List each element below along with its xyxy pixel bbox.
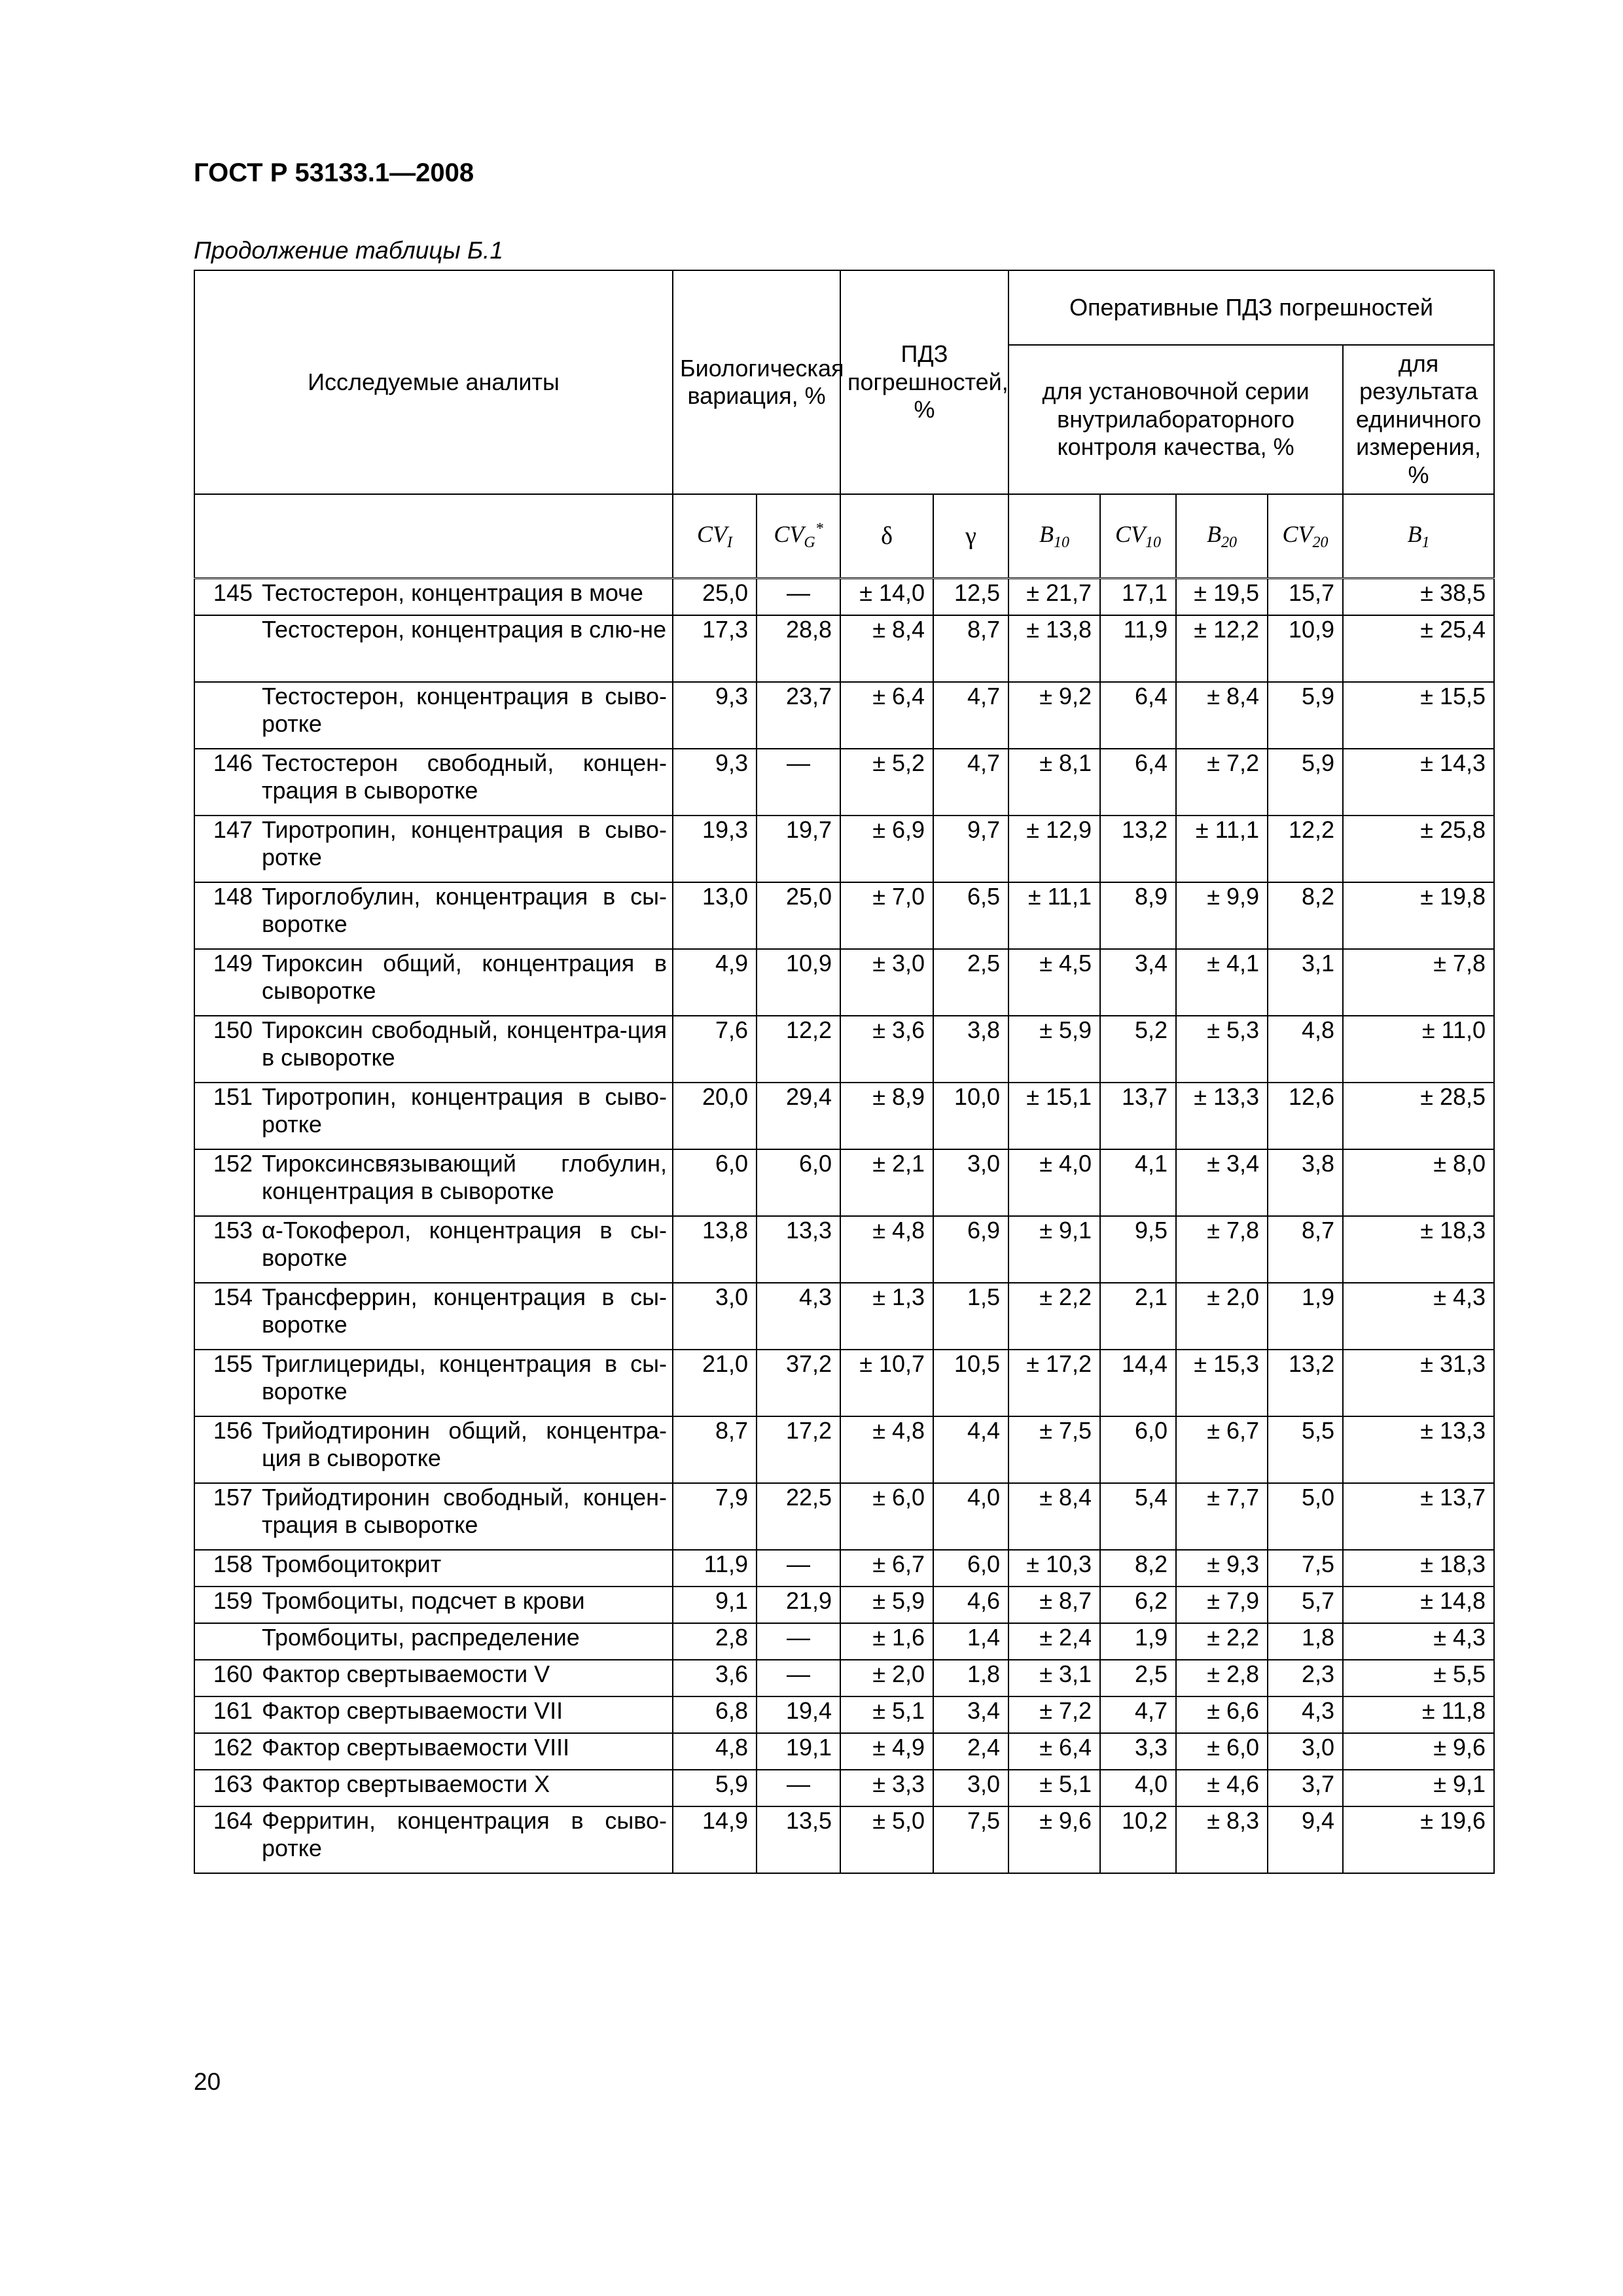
cell-cvi: 7,9: [673, 1483, 757, 1550]
cell-cvi: 25,0: [673, 579, 757, 616]
cell-gamma: 8,7: [933, 615, 1008, 682]
header-cv20: $CV_{20}$: [1268, 494, 1343, 579]
cell-b20: ± 11,1: [1176, 816, 1268, 882]
cell-b1: ± 9,6: [1343, 1733, 1494, 1770]
header-empty: [194, 494, 673, 579]
row-number: 163: [194, 1770, 257, 1806]
cell-cvg: 12,2: [757, 1016, 840, 1083]
cell-delta: ± 10,7: [840, 1350, 933, 1416]
cell-cv20: 5,5: [1268, 1416, 1343, 1483]
analyte-name: Трийодтиронин свободный, концен-трация в сыворотке: [257, 1483, 673, 1550]
analyte-name: Триглицериды, концентрация в сы-воротке: [257, 1350, 673, 1416]
cell-cv20: 9,4: [1268, 1806, 1343, 1873]
cell-gamma: 4,7: [933, 749, 1008, 816]
header-cv10: $CV_{10}$: [1100, 494, 1176, 579]
row-number: [194, 1623, 257, 1660]
cell-cv20: 4,8: [1268, 1016, 1343, 1083]
row-number: 148: [194, 882, 257, 949]
cell-delta: ± 8,4: [840, 615, 933, 682]
cell-cvg: 19,4: [757, 1696, 840, 1733]
cell-b20: ± 7,7: [1176, 1483, 1268, 1550]
table-row: [194, 1623, 1494, 1660]
header-single-result: для результата единичного измерения, %: [1343, 345, 1494, 494]
cell-cv10: 2,5: [1100, 1660, 1176, 1696]
table-row: [194, 1283, 1494, 1350]
row-number: 158: [194, 1550, 257, 1587]
cell-b20: ± 2,8: [1176, 1660, 1268, 1696]
cell-cv20: 2,3: [1268, 1660, 1343, 1696]
row-number: 149: [194, 949, 257, 1016]
header-b10: $B_{10}$: [1008, 494, 1100, 579]
cell-delta: ± 2,1: [840, 1149, 933, 1216]
table-row: [194, 1770, 1494, 1806]
cell-b1: ± 11,8: [1343, 1696, 1494, 1733]
table-row: [194, 1416, 1494, 1483]
table-row: [194, 682, 1494, 749]
cell-cvg: 21,9: [757, 1587, 840, 1623]
cell-b1: ± 15,5: [1343, 682, 1494, 749]
cell-gamma: 4,7: [933, 682, 1008, 749]
cell-b20: ± 19,5: [1176, 579, 1268, 616]
cell-cvi: 11,9: [673, 1550, 757, 1587]
cell-gamma: 3,0: [933, 1770, 1008, 1806]
cell-cv10: 4,7: [1100, 1696, 1176, 1733]
cell-cvg: —: [757, 579, 840, 616]
row-number: 154: [194, 1283, 257, 1350]
cell-delta: ± 1,6: [840, 1623, 933, 1660]
row-number: 151: [194, 1083, 257, 1149]
row-number: [194, 682, 257, 749]
cell-cvi: 3,0: [673, 1283, 757, 1350]
cell-delta: ± 8,9: [840, 1083, 933, 1149]
cell-b1: ± 13,7: [1343, 1483, 1494, 1550]
cell-b10: ± 9,6: [1008, 1806, 1100, 1873]
row-number: [194, 615, 257, 682]
cell-b20: ± 6,6: [1176, 1696, 1268, 1733]
cell-cvg: 19,7: [757, 816, 840, 882]
data-table: [194, 270, 1495, 1874]
cell-b1: ± 9,1: [1343, 1770, 1494, 1806]
analyte-name: α-Токоферол, концентрация в сы-воротке: [257, 1216, 673, 1283]
cell-cvi: 7,6: [673, 1016, 757, 1083]
cell-cvi: 9,3: [673, 749, 757, 816]
cell-cvi: 6,8: [673, 1696, 757, 1733]
cell-b1: ± 13,3: [1343, 1416, 1494, 1483]
row-number: 153: [194, 1216, 257, 1283]
cell-delta: ± 3,3: [840, 1770, 933, 1806]
cell-b20: ± 9,9: [1176, 882, 1268, 949]
row-number: 147: [194, 816, 257, 882]
cell-delta: ± 4,8: [840, 1416, 933, 1483]
cell-gamma: 3,8: [933, 1016, 1008, 1083]
cell-b1: ± 18,3: [1343, 1216, 1494, 1283]
cell-b10: ± 9,1: [1008, 1216, 1100, 1283]
table-row: [194, 1696, 1494, 1733]
cell-cvg: 10,9: [757, 949, 840, 1016]
table-row: [194, 882, 1494, 949]
header-setup-series: для установочной серии внутрилабораторного контроля качества, %: [1008, 345, 1343, 494]
analyte-name: Тироксинсвязывающий глобулин, концентрация в сыворотке: [257, 1149, 673, 1216]
cell-gamma: 4,0: [933, 1483, 1008, 1550]
cell-cv20: 3,0: [1268, 1733, 1343, 1770]
cell-delta: ± 4,8: [840, 1216, 933, 1283]
cell-b20: ± 12,2: [1176, 615, 1268, 682]
cell-cv20: 13,2: [1268, 1350, 1343, 1416]
cell-delta: ± 6,7: [840, 1550, 933, 1587]
header-operative: Оперативные ПДЗ погрешностей: [1008, 270, 1494, 345]
cell-cv10: 6,0: [1100, 1416, 1176, 1483]
table-row: [194, 579, 1494, 616]
cell-b1: ± 4,3: [1343, 1623, 1494, 1660]
cell-cv10: 6,4: [1100, 682, 1176, 749]
cell-cv20: 12,6: [1268, 1083, 1343, 1149]
cell-gamma: 2,4: [933, 1733, 1008, 1770]
cell-b10: ± 5,1: [1008, 1770, 1100, 1806]
cell-delta: ± 4,9: [840, 1733, 933, 1770]
cell-gamma: 10,0: [933, 1083, 1008, 1149]
cell-delta: ± 3,6: [840, 1016, 933, 1083]
cell-b20: ± 3,4: [1176, 1149, 1268, 1216]
cell-b10: ± 9,2: [1008, 682, 1100, 749]
analyte-name: Тестостерон свободный, концен-трация в сыворотке: [257, 749, 673, 816]
table-row: [194, 615, 1494, 682]
cell-delta: ± 7,0: [840, 882, 933, 949]
cell-b10: ± 5,9: [1008, 1016, 1100, 1083]
cell-cvi: 13,8: [673, 1216, 757, 1283]
cell-b10: ± 12,9: [1008, 816, 1100, 882]
row-number: 150: [194, 1016, 257, 1083]
cell-b1: ± 25,8: [1343, 816, 1494, 882]
cell-cv10: 10,2: [1100, 1806, 1176, 1873]
cell-b20: ± 5,3: [1176, 1016, 1268, 1083]
cell-b20: ± 4,6: [1176, 1770, 1268, 1806]
cell-b20: ± 15,3: [1176, 1350, 1268, 1416]
cell-cv20: 1,9: [1268, 1283, 1343, 1350]
cell-cv20: 3,8: [1268, 1149, 1343, 1216]
header-analytes: Исследуемые аналиты: [194, 270, 673, 494]
table-row: [194, 1806, 1494, 1873]
cell-cv20: 15,7: [1268, 579, 1343, 616]
cell-b10: ± 3,1: [1008, 1660, 1100, 1696]
cell-cv20: 5,7: [1268, 1587, 1343, 1623]
row-number: 160: [194, 1660, 257, 1696]
cell-cv10: 13,7: [1100, 1083, 1176, 1149]
cell-gamma: 3,0: [933, 1149, 1008, 1216]
cell-b10: ± 4,5: [1008, 949, 1100, 1016]
analyte-name: Тироксин свободный, концентра-ция в сыворотке: [257, 1016, 673, 1083]
cell-b1: ± 8,0: [1343, 1149, 1494, 1216]
cell-cvg: 6,0: [757, 1149, 840, 1216]
cell-gamma: 7,5: [933, 1806, 1008, 1873]
cell-cv20: 8,2: [1268, 882, 1343, 949]
analyte-name: Тромбоциты, распределение: [257, 1623, 673, 1660]
cell-cv10: 5,4: [1100, 1483, 1176, 1550]
cell-b20: ± 7,2: [1176, 749, 1268, 816]
cell-b1: ± 7,8: [1343, 949, 1494, 1016]
cell-cv20: 12,2: [1268, 816, 1343, 882]
analyte-name: Тестостерон, концентрация в слю-не: [257, 615, 673, 682]
cell-b10: ± 21,7: [1008, 579, 1100, 616]
cell-b20: ± 2,0: [1176, 1283, 1268, 1350]
cell-b10: ± 13,8: [1008, 615, 1100, 682]
table-body: [194, 579, 1494, 1874]
cell-cv20: 3,7: [1268, 1770, 1343, 1806]
analyte-name: Трийодтиронин общий, концентра-ция в сыворотке: [257, 1416, 673, 1483]
header-cvi: $CV_I$: [673, 494, 757, 579]
cell-cv20: 5,0: [1268, 1483, 1343, 1550]
header-b20: $B_{20}$: [1176, 494, 1268, 579]
analyte-name: Тестостерон, концентрация в сыво-ротке: [257, 682, 673, 749]
cell-cvi: 13,0: [673, 882, 757, 949]
cell-cv20: 5,9: [1268, 682, 1343, 749]
row-number: 157: [194, 1483, 257, 1550]
cell-b1: ± 4,3: [1343, 1283, 1494, 1350]
cell-cv10: 8,9: [1100, 882, 1176, 949]
cell-gamma: 3,4: [933, 1696, 1008, 1733]
cell-b20: ± 6,0: [1176, 1733, 1268, 1770]
analyte-name: Тромбоциты, подсчет в крови: [257, 1587, 673, 1623]
cell-cv20: 5,9: [1268, 749, 1343, 816]
table-row: [194, 1216, 1494, 1283]
cell-cvg: 22,5: [757, 1483, 840, 1550]
cell-gamma: 6,0: [933, 1550, 1008, 1587]
cell-b1: ± 11,0: [1343, 1016, 1494, 1083]
cell-cv20: 3,1: [1268, 949, 1343, 1016]
cell-b1: ± 25,4: [1343, 615, 1494, 682]
table-row: [194, 1660, 1494, 1696]
cell-gamma: 12,5: [933, 579, 1008, 616]
cell-cvi: 17,3: [673, 615, 757, 682]
cell-b10: ± 7,2: [1008, 1696, 1100, 1733]
cell-cv10: 14,4: [1100, 1350, 1176, 1416]
cell-b10: ± 4,0: [1008, 1149, 1100, 1216]
cell-cvg: 13,5: [757, 1806, 840, 1873]
row-number: 152: [194, 1149, 257, 1216]
cell-b10: ± 2,2: [1008, 1283, 1100, 1350]
cell-delta: ± 2,0: [840, 1660, 933, 1696]
cell-b1: ± 28,5: [1343, 1083, 1494, 1149]
cell-cv20: 10,9: [1268, 615, 1343, 682]
cell-cvg: —: [757, 749, 840, 816]
analyte-name: Трансферрин, концентрация в сы-воротке: [257, 1283, 673, 1350]
document-header: ГОСТ Р 53133.1—2008: [194, 158, 474, 187]
cell-delta: ± 6,9: [840, 816, 933, 882]
cell-cv10: 17,1: [1100, 579, 1176, 616]
cell-gamma: 6,5: [933, 882, 1008, 949]
cell-cv10: 6,4: [1100, 749, 1176, 816]
cell-cv10: 2,1: [1100, 1283, 1176, 1350]
cell-cvg: —: [757, 1623, 840, 1660]
cell-b1: ± 14,8: [1343, 1587, 1494, 1623]
cell-gamma: 1,8: [933, 1660, 1008, 1696]
cell-cvg: 23,7: [757, 682, 840, 749]
cell-cvg: —: [757, 1770, 840, 1806]
table-row: [194, 949, 1494, 1016]
analyte-name: Тромбоцитокрит: [257, 1550, 673, 1587]
cell-b20: ± 2,2: [1176, 1623, 1268, 1660]
cell-b10: ± 8,1: [1008, 749, 1100, 816]
cell-cvi: 6,0: [673, 1149, 757, 1216]
cell-cvi: 14,9: [673, 1806, 757, 1873]
cell-cv10: 11,9: [1100, 615, 1176, 682]
cell-cvi: 5,9: [673, 1770, 757, 1806]
cell-gamma: 4,4: [933, 1416, 1008, 1483]
analyte-name: Тиротропин, концентрация в сыво-ротке: [257, 816, 673, 882]
cell-gamma: 1,4: [933, 1623, 1008, 1660]
row-number: 159: [194, 1587, 257, 1623]
cell-gamma: 9,7: [933, 816, 1008, 882]
analyte-name: Фактор свертываемости V: [257, 1660, 673, 1696]
cell-b10: ± 15,1: [1008, 1083, 1100, 1149]
cell-cvg: 17,2: [757, 1416, 840, 1483]
cell-cvi: 2,8: [673, 1623, 757, 1660]
cell-b20: ± 7,9: [1176, 1587, 1268, 1623]
cell-cvg: 4,3: [757, 1283, 840, 1350]
cell-cvi: 3,6: [673, 1660, 757, 1696]
cell-b20: ± 13,3: [1176, 1083, 1268, 1149]
table-row: [194, 749, 1494, 816]
cell-b1: ± 19,8: [1343, 882, 1494, 949]
cell-b1: ± 18,3: [1343, 1550, 1494, 1587]
cell-cv10: 4,0: [1100, 1770, 1176, 1806]
table-continuation-caption: Продолжение таблицы Б.1: [194, 237, 503, 264]
cell-gamma: 2,5: [933, 949, 1008, 1016]
cell-cvg: 28,8: [757, 615, 840, 682]
cell-cvg: 13,3: [757, 1216, 840, 1283]
cell-cvi: 8,7: [673, 1416, 757, 1483]
cell-cv20: 7,5: [1268, 1550, 1343, 1587]
cell-b10: ± 8,4: [1008, 1483, 1100, 1550]
cell-cvi: 9,3: [673, 682, 757, 749]
cell-cvg: —: [757, 1660, 840, 1696]
cell-cv20: 8,7: [1268, 1216, 1343, 1283]
cell-gamma: 4,6: [933, 1587, 1008, 1623]
cell-cv10: 9,5: [1100, 1216, 1176, 1283]
page-number: 20: [194, 2068, 221, 2095]
cell-gamma: 1,5: [933, 1283, 1008, 1350]
cell-delta: ± 1,3: [840, 1283, 933, 1350]
cell-delta: ± 3,0: [840, 949, 933, 1016]
analyte-name: Тестостерон, концентрация в моче: [257, 579, 673, 616]
cell-cv10: 4,1: [1100, 1149, 1176, 1216]
cell-cvg: 37,2: [757, 1350, 840, 1416]
cell-b1: ± 38,5: [1343, 579, 1494, 616]
cell-b10: ± 17,2: [1008, 1350, 1100, 1416]
cell-cvi: 4,9: [673, 949, 757, 1016]
cell-b20: ± 9,3: [1176, 1550, 1268, 1587]
cell-delta: ± 5,2: [840, 749, 933, 816]
header-cvg: $CV_G^*$: [757, 494, 840, 579]
row-number: 145: [194, 579, 257, 616]
header-pdz-errors: ПДЗ погрешностей, %: [840, 270, 1008, 494]
row-number: 162: [194, 1733, 257, 1770]
cell-cv10: 3,3: [1100, 1733, 1176, 1770]
cell-b20: ± 4,1: [1176, 949, 1268, 1016]
table-row: [194, 1350, 1494, 1416]
cell-cvg: 25,0: [757, 882, 840, 949]
cell-cv10: 3,4: [1100, 949, 1176, 1016]
cell-cvi: 4,8: [673, 1733, 757, 1770]
row-number: 156: [194, 1416, 257, 1483]
cell-cv10: 6,2: [1100, 1587, 1176, 1623]
cell-b10: ± 11,1: [1008, 882, 1100, 949]
table-row: [194, 1587, 1494, 1623]
analyte-name: Фактор свертываемости VIII: [257, 1733, 673, 1770]
cell-cvg: 19,1: [757, 1733, 840, 1770]
cell-gamma: 10,5: [933, 1350, 1008, 1416]
cell-b1: ± 31,3: [1343, 1350, 1494, 1416]
analyte-name: Тиротропин, концентрация в сыво-ротке: [257, 1083, 673, 1149]
cell-cv10: 8,2: [1100, 1550, 1176, 1587]
analyte-name: Тироксин общий, концентрация в сыворотке: [257, 949, 673, 1016]
cell-b20: ± 8,3: [1176, 1806, 1268, 1873]
cell-b10: ± 6,4: [1008, 1733, 1100, 1770]
cell-delta: ± 5,1: [840, 1696, 933, 1733]
table-row: [194, 1083, 1494, 1149]
analyte-name: Тироглобулин, концентрация в сы-воротке: [257, 882, 673, 949]
cell-cv10: 5,2: [1100, 1016, 1176, 1083]
cell-cvi: 20,0: [673, 1083, 757, 1149]
table-row: [194, 1016, 1494, 1083]
cell-b1: ± 5,5: [1343, 1660, 1494, 1696]
table-row: [194, 1550, 1494, 1587]
cell-cvg: 29,4: [757, 1083, 840, 1149]
cell-b20: ± 7,8: [1176, 1216, 1268, 1283]
cell-b10: ± 10,3: [1008, 1550, 1100, 1587]
cell-b10: ± 8,7: [1008, 1587, 1100, 1623]
cell-cvi: 19,3: [673, 816, 757, 882]
cell-b1: ± 19,6: [1343, 1806, 1494, 1873]
analyte-name: Фактор свертываемости VII: [257, 1696, 673, 1733]
cell-gamma: 6,9: [933, 1216, 1008, 1283]
header-b1: $B_1$: [1343, 494, 1494, 579]
cell-delta: ± 5,9: [840, 1587, 933, 1623]
cell-cvi: 21,0: [673, 1350, 757, 1416]
table-row: [194, 816, 1494, 882]
table-row: [194, 1733, 1494, 1770]
cell-delta: ± 14,0: [840, 579, 933, 616]
cell-cv10: 13,2: [1100, 816, 1176, 882]
cell-b10: ± 7,5: [1008, 1416, 1100, 1483]
cell-cv10: 1,9: [1100, 1623, 1176, 1660]
cell-cv20: 1,8: [1268, 1623, 1343, 1660]
row-number: 146: [194, 749, 257, 816]
analyte-name: Фактор свертываемости X: [257, 1770, 673, 1806]
cell-delta: ± 5,0: [840, 1806, 933, 1873]
row-number: 161: [194, 1696, 257, 1733]
cell-cvg: —: [757, 1550, 840, 1587]
cell-b1: ± 14,3: [1343, 749, 1494, 816]
header-gamma: γ: [933, 494, 1008, 579]
analyte-name: Ферритин, концентрация в сыво-ротке: [257, 1806, 673, 1873]
table-row: [194, 1483, 1494, 1550]
row-number: 155: [194, 1350, 257, 1416]
header-bio-variation: Биологическая вариация, %: [673, 270, 840, 494]
cell-b20: ± 6,7: [1176, 1416, 1268, 1483]
table-row: [194, 1149, 1494, 1216]
cell-cvi: 9,1: [673, 1587, 757, 1623]
cell-b10: ± 2,4: [1008, 1623, 1100, 1660]
cell-b20: ± 8,4: [1176, 682, 1268, 749]
row-number: 164: [194, 1806, 257, 1873]
header-delta: δ: [840, 494, 933, 579]
cell-delta: ± 6,0: [840, 1483, 933, 1550]
cell-delta: ± 6,4: [840, 682, 933, 749]
cell-cv20: 4,3: [1268, 1696, 1343, 1733]
